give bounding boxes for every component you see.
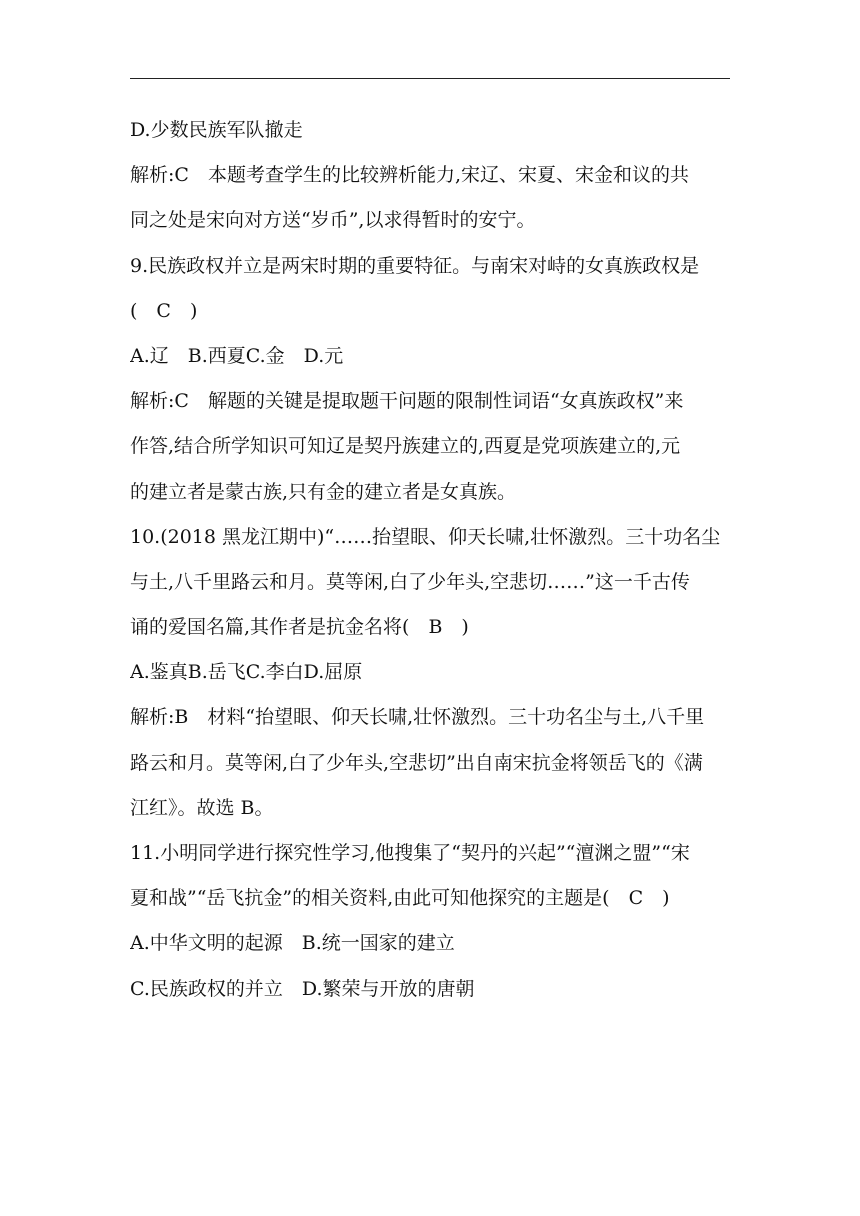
question-10-line-2: 与土,八千里路云和月。莫等闲,白了少年头,空悲切……”这一千古传 <box>130 570 690 593</box>
analysis-10-line-3: 江红》。故选 B。 <box>130 796 274 819</box>
analysis-8-line-1: 解析:C 本题考查学生的比较辨析能力,宋辽、宋夏、宋金和议的共 <box>130 164 689 187</box>
analysis-10-line-2: 路云和月。莫等闲,白了少年头,空悲切”出自南宋抗金将领岳飞的《满 <box>130 751 703 774</box>
question-11-line-1: 11.小明同学进行探究性学习,他搜集了“契丹的兴起”“澶渊之盟”“宋 <box>130 842 690 864</box>
question-10-options: A.鉴真B.岳飞C.李白D.屈原 <box>130 661 363 684</box>
question-9-options: A.辽 B.西夏C.金 D.元 <box>130 344 344 367</box>
question-9-answer: ( C ) <box>130 299 198 322</box>
option-8d: D.少数民族军队撤走 <box>130 119 303 141</box>
question-10-line-1: 10.(2018 黑龙江期中)“……抬望眼、仰天长啸,壮怀激烈。三十功名尘 <box>130 525 721 548</box>
header-rule <box>130 78 730 79</box>
question-9-line-1: 9.民族政权并立是两宋时期的重要特征。与南宋对峙的女真族政权是 <box>130 254 700 277</box>
analysis-9-line-2: 作答,结合所学知识可知辽是契丹族建立的,西夏是党项族建立的,元 <box>130 435 681 458</box>
question-10-line-3: 诵的爱国名篇,其作者是抗金名将( B ) <box>130 616 469 639</box>
question-11-options-cd: C.民族政权的并立 D.繁荣与开放的唐朝 <box>130 977 475 1000</box>
analysis-9-line-3: 的建立者是蒙古族,只有金的建立者是女真族。 <box>130 480 517 503</box>
analysis-10-line-1: 解析:B 材料“抬望眼、仰天长啸,壮怀激烈。三十功名尘与土,八千里 <box>130 706 705 729</box>
analysis-9-line-1: 解析:C 解题的关键是提取题干问题的限制性词语“女真族政权”来 <box>130 390 684 413</box>
analysis-8-line-2: 同之处是宋向对方送“岁币”,以求得暂时的安宁。 <box>130 209 536 232</box>
question-11-line-2: 夏和战”“岳飞抗金”的相关资料,由此可知他探究的主题是( C ) <box>130 887 670 910</box>
question-11-options-ab: A.中华文明的起源 B.统一国家的建立 <box>130 932 455 955</box>
document-body <box>130 108 735 1012</box>
